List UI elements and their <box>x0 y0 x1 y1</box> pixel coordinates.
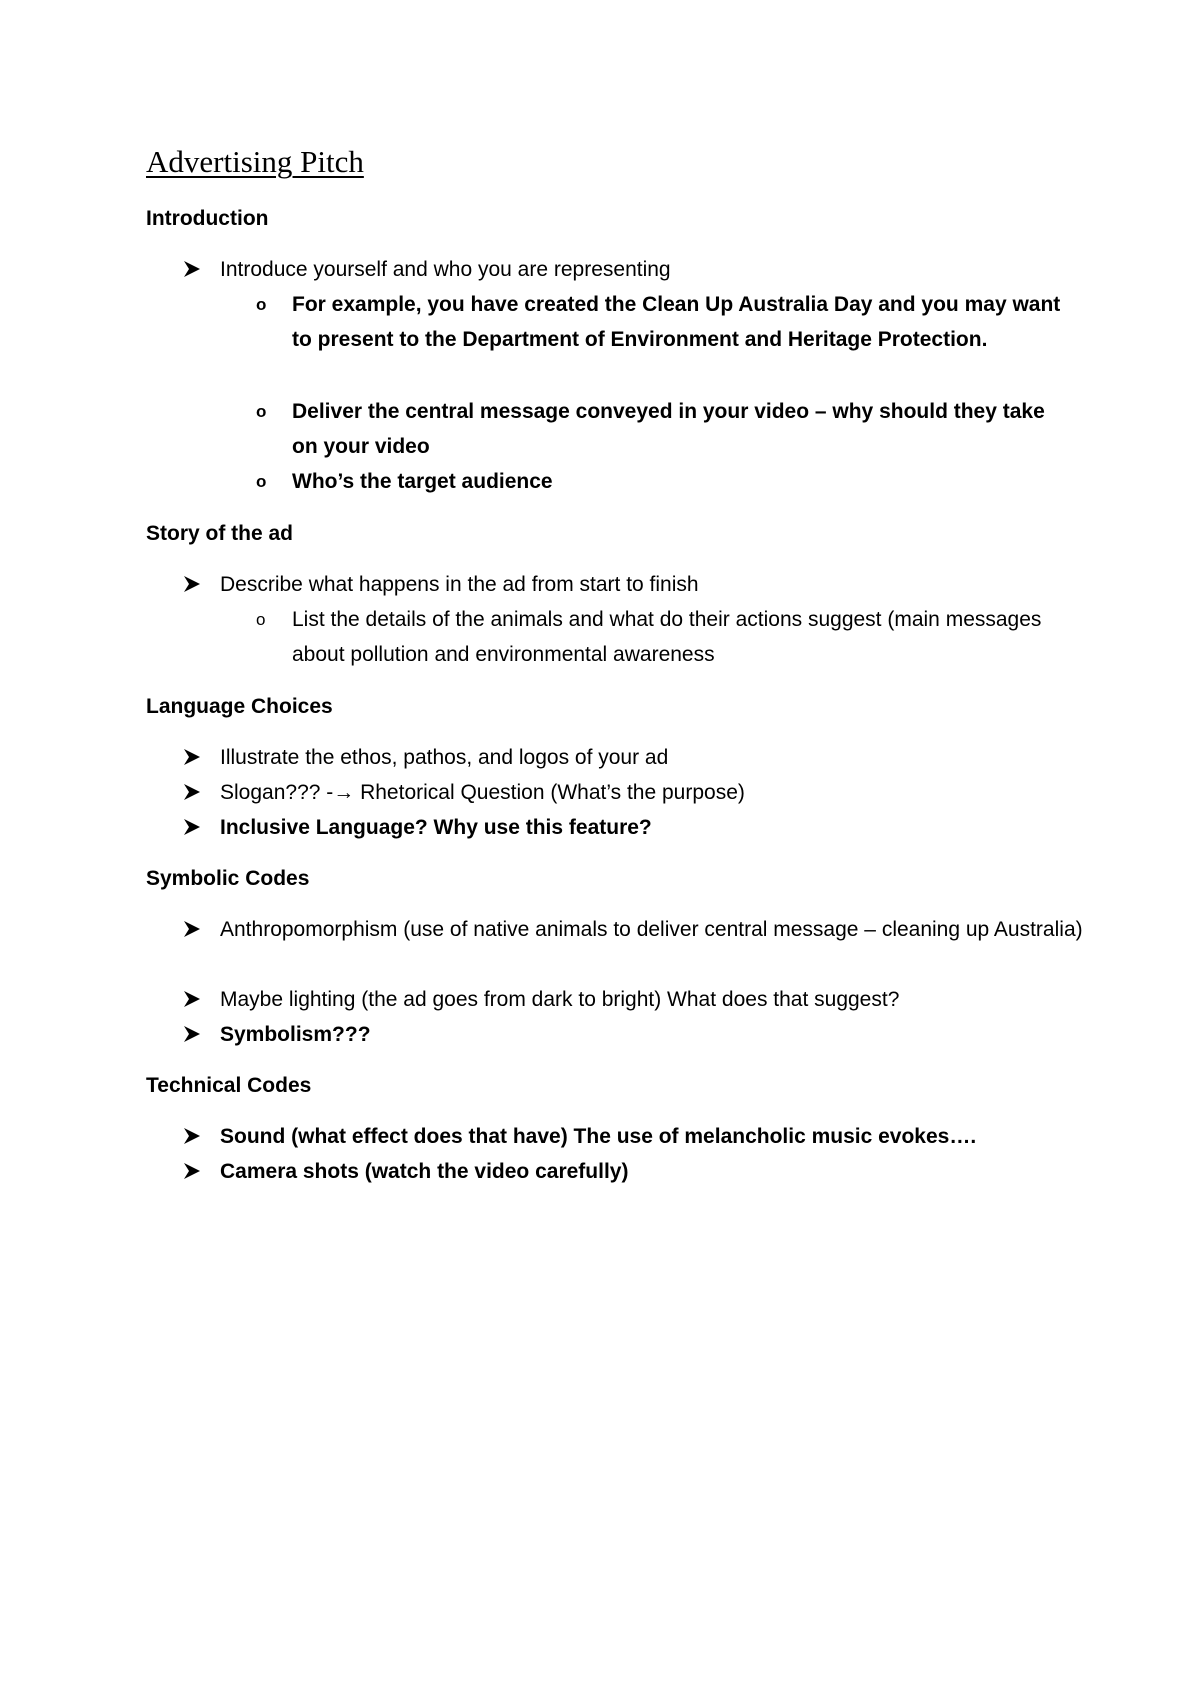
list-item <box>183 567 1083 602</box>
sub-list-item-text: Deliver the central message conveyed in your video – why should they take on your video <box>292 400 1045 458</box>
sub-list-item <box>256 287 1076 357</box>
sub-list-item <box>256 464 1076 499</box>
sub-list-item-text: For example, you have created the Clean Up Australia Day and you may want to present to the Department of Environment and Heritage Protection. <box>292 293 1061 351</box>
list-item-text: Symbolism??? <box>220 1023 371 1046</box>
section-heading-introduction: Introduction <box>146 207 269 230</box>
list-item-text: Sound (what effect does that have) The use of melancholic music evokes…. <box>220 1125 977 1148</box>
list-item <box>183 252 1083 287</box>
arrowhead-bullet-icon <box>183 982 205 1017</box>
arrowhead-bullet-icon <box>183 810 205 845</box>
arrowhead-bullet-icon <box>183 1017 205 1052</box>
arrowhead-bullet-icon <box>183 1119 205 1154</box>
section-heading-language-choices: Language Choices <box>146 695 333 718</box>
section-heading-technical-codes: Technical Codes <box>146 1074 312 1097</box>
circle-bullet-icon: o <box>256 610 266 629</box>
circle-bullet-icon: o <box>256 295 267 314</box>
arrowhead-bullet-icon <box>183 567 205 602</box>
list-item <box>183 740 1083 775</box>
list-item-text: Illustrate the ethos, pathos, and logos of your ad <box>220 746 669 769</box>
list-item <box>183 1017 1083 1052</box>
list-item-text: Describe what happens in the ad from start to finish <box>220 573 699 596</box>
arrowhead-bullet-icon <box>183 740 205 775</box>
list-item <box>183 912 1083 947</box>
arrowhead-bullet-icon <box>183 252 205 287</box>
list-item-text: Slogan??? -→ Rhetorical Question (What’s the purpose) <box>220 781 745 804</box>
arrowhead-bullet-icon <box>183 912 205 947</box>
list-item-text: Camera shots (watch the video carefully) <box>220 1160 629 1183</box>
circle-bullet-icon: o <box>256 402 267 421</box>
list-item <box>183 1154 1083 1189</box>
arrowhead-bullet-icon <box>183 775 205 810</box>
list-item <box>183 775 1083 810</box>
list-item-text: Introduce yourself and who you are representing <box>220 258 671 281</box>
arrowhead-bullet-icon <box>183 1154 205 1189</box>
list-item-text: Anthropomorphism (use of native animals to deliver central message – cleaning up Australia) <box>220 918 1083 941</box>
sub-list-item-text: Who’s the target audience <box>292 470 553 493</box>
section-heading-story: Story of the ad <box>146 522 294 545</box>
list-item <box>183 810 1083 845</box>
section-heading-symbolic-codes: Symbolic Codes <box>146 867 310 890</box>
sub-list-item-text: List the details of the animals and what do their actions suggest (main messages about pollution and environmental awareness <box>292 608 1042 666</box>
sub-list-item <box>256 602 1076 672</box>
list-item-text: Inclusive Language? Why use this feature? <box>220 816 652 839</box>
list-item-text: Maybe lighting (the ad goes from dark to bright) What does that suggest? <box>220 988 900 1011</box>
document-title: Advertising Pitch <box>146 144 364 179</box>
list-item <box>183 1119 1083 1154</box>
circle-bullet-icon: o <box>256 472 267 491</box>
list-item <box>183 982 1083 1017</box>
sub-list-item <box>256 394 1076 464</box>
